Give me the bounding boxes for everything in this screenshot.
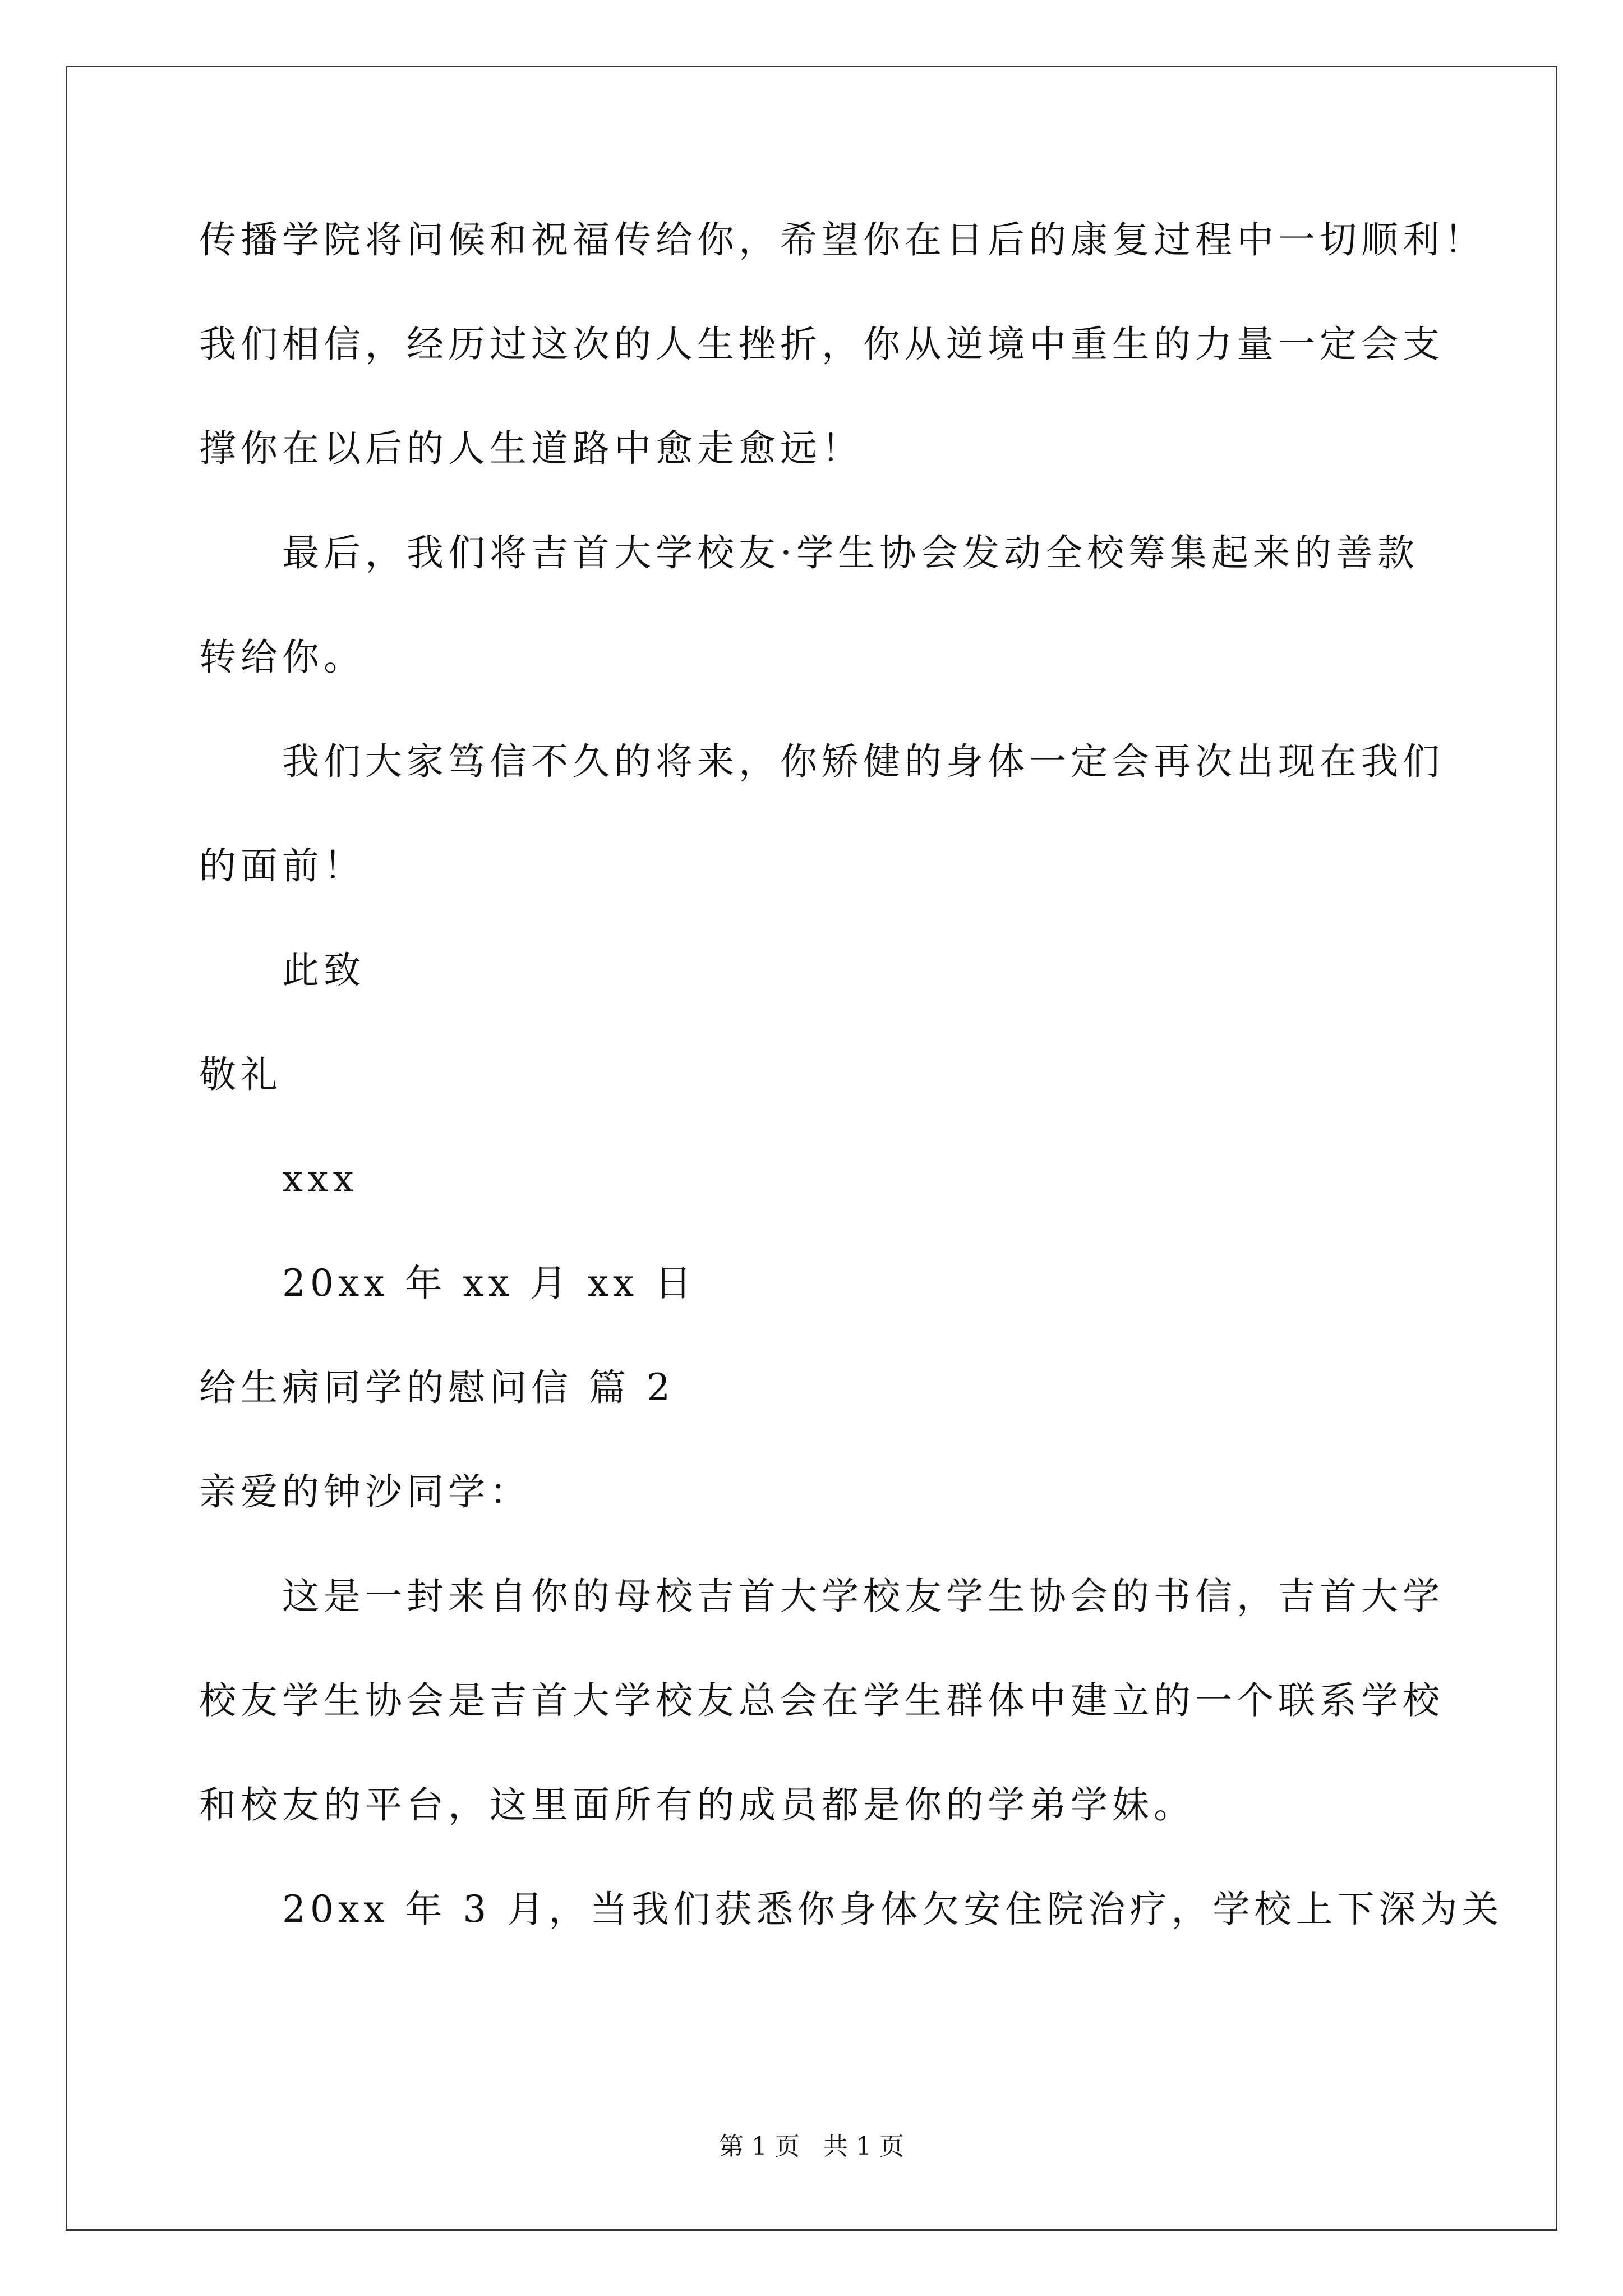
paragraph-start-line: 20xx 年 3 月，当我们获悉你身体欠安住院治疗，学校上下深为关	[282, 1888, 1504, 1931]
closing-regards: 敬礼	[199, 1053, 282, 1096]
text-line: 转给你。	[199, 636, 365, 679]
text-line: 和校友的平台，这里面所有的成员都是你的学弟学妹。	[199, 1783, 1195, 1826]
text-line: 传播学院将问候和祝福传给你，希望你在日后的康复过程中一切顺利！	[199, 218, 1486, 261]
signature: xxx	[282, 1157, 358, 1200]
document-body	[199, 218, 1504, 1995]
greeting: 亲爱的钟沙同学：	[199, 1470, 531, 1513]
letter-date: 20xx 年 xx 月 xx 日	[282, 1262, 697, 1305]
paragraph-start-line: 我们大家笃信不久的将来，你矫健的身体一定会再次出现在我们	[282, 740, 1444, 783]
text-line: 的面前！	[199, 844, 365, 887]
paragraph-start-line: 最后，我们将吉首大学校友·学生协会发动全校筹集起来的善款	[282, 531, 1419, 574]
text-line: 我们相信，经历过这次的人生挫折，你从逆境中重生的力量一定会支	[199, 323, 1444, 366]
section-title: 给生病同学的慰问信 篇 2	[199, 1366, 675, 1409]
page-footer: 第 1 页 共 1 页	[719, 2132, 904, 2161]
paragraph-start-line: 这是一封来自你的母校吉首大学校友学生协会的书信，吉首大学	[282, 1575, 1444, 1618]
text-line: 撑你在以后的人生道路中愈走愈远！	[199, 427, 863, 470]
closing-salutation: 此致	[282, 949, 365, 992]
text-line: 校友学生协会是吉首大学校友总会在学生群体中建立的一个联系学校	[199, 1679, 1444, 1722]
